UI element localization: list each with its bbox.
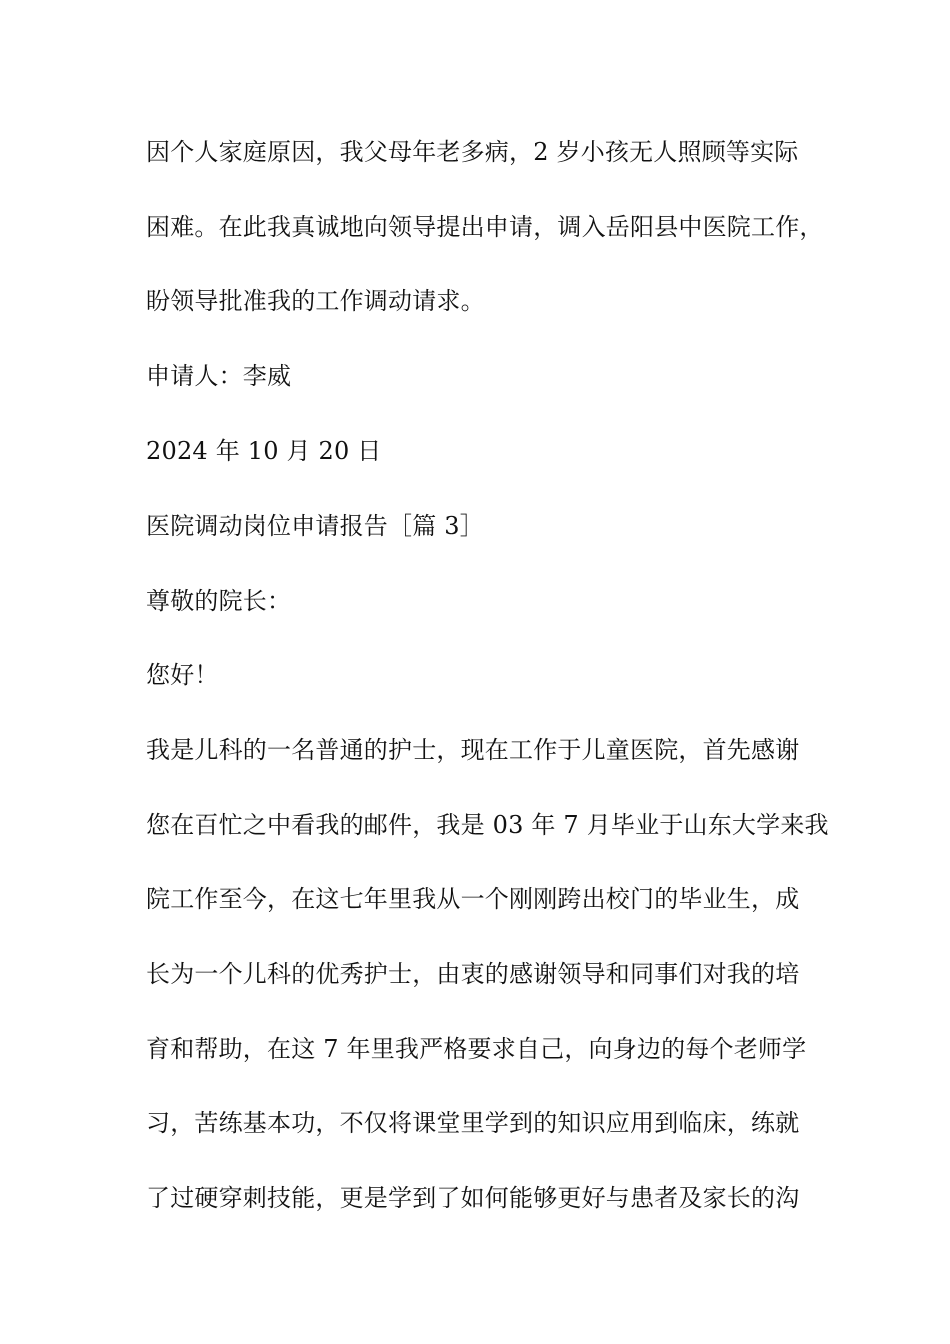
paragraph-line: 盼领导批准我的工作调动请求。 [146,287,485,315]
paragraph-line: 长为一个儿科的优秀护士，由衷的感谢领导和同事们对我的培 [146,960,800,988]
paragraph-line: 因个人家庭原因，我父母年老多病，2 岁小孩无人照顾等实际 [146,138,799,166]
date-line: 2024 年 10 月 20 日 [146,437,382,465]
paragraph-line: 育和帮助，在这 7 年里我严格要求自己，向身边的每个老师学 [146,1035,807,1063]
greeting: 您好！ [146,661,219,689]
paragraph-line: 习，苦练基本功，不仅将课堂里学到的知识应用到临床，练就 [146,1109,800,1137]
paragraph-line: 院工作至今，在这七年里我从一个刚刚跨出校门的毕业生，成 [146,885,800,913]
applicant-signature: 申请人：李威 [146,362,292,390]
paragraph-line: 我是儿科的一名普通的护士，现在工作于儿童医院，首先感谢 [146,736,800,764]
paragraph-line: 了过硬穿刺技能，更是学到了如何能够更好与患者及家长的沟 [146,1184,800,1212]
salutation: 尊敬的院长： [146,587,292,615]
paragraph-line: 您在百忙之中看我的邮件，我是 03 年 7 月毕业于山东大学来我 [146,811,829,839]
paragraph-line: 困难。在此我真诚地向领导提出申请，调入岳阳县中医院工作， [146,213,824,241]
section-title: 医院调动岗位申请报告［篇 3］ [146,512,484,540]
